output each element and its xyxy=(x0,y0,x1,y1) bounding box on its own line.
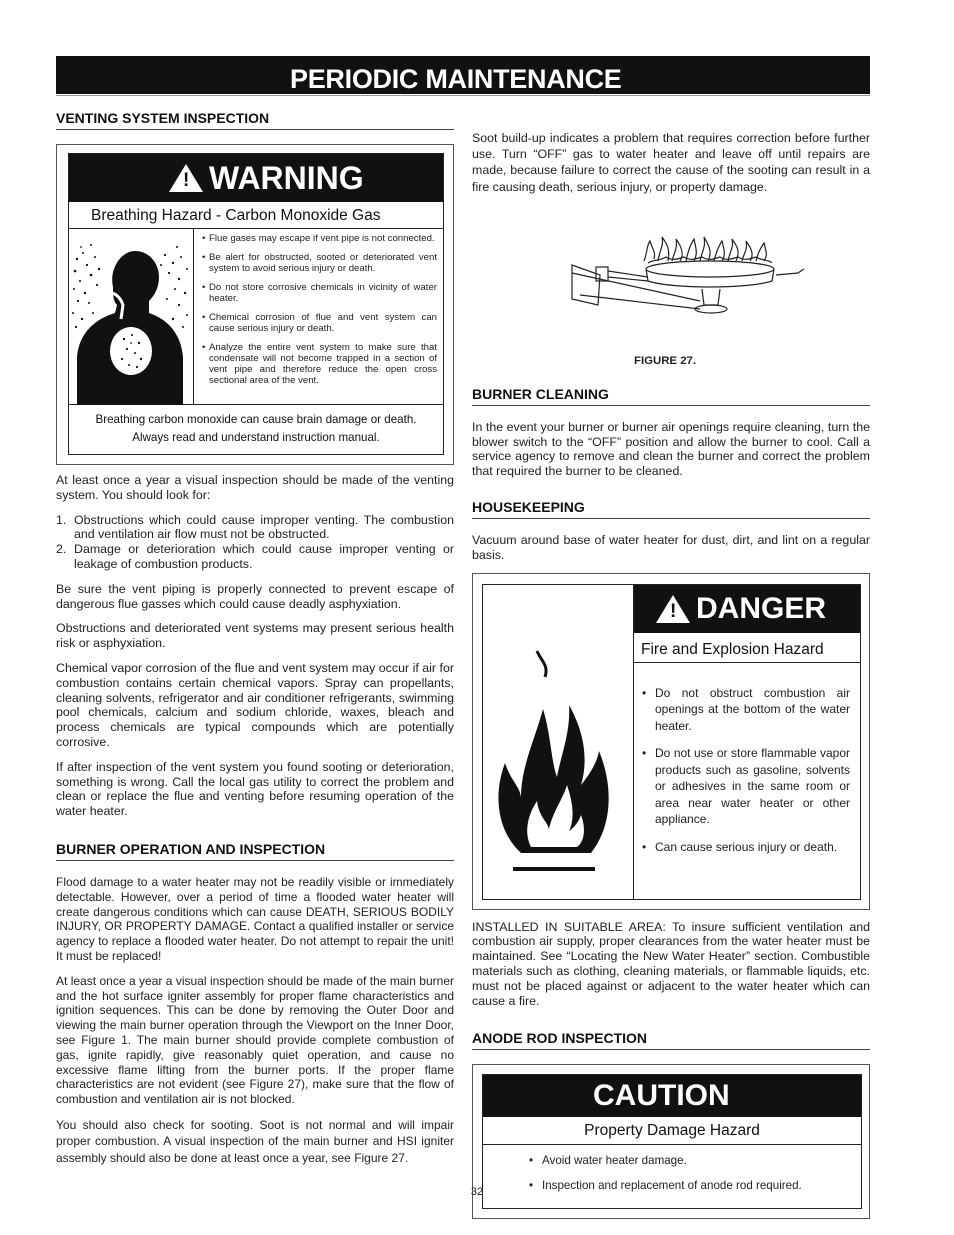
burner-cleaning-heading: BURNER CLEANING xyxy=(472,386,870,406)
burner-operation-paragraph: At least once a year a visual inspection should be made of the main burner and the hot surface igniter assembly for proper flame characteristics and ignition sequences. This can be done by removing the Outer Door and viewing the main burner operation through the Viewport on the Inner Door, see Figure 1. The main burner should provide complete combustion of gas, ignite rapidly, give reasonably quiet operation, and cause no excessive flame lifting from the burner ports. If the proper flame characteristics are not evident (see Figure 27), make sure that the flow of combustion and ventilation air is not blocked. xyxy=(56,973,454,1107)
danger-subheader: Fire and Explosion Hazard xyxy=(634,637,860,663)
burner-operation-paragraph: You should also check for sooting. Soot is not normal and will impair proper combustion. A visual inspection of the main burner and HSI igniter assembly should also be done at least once a year, see Figure 27. xyxy=(56,1117,454,1165)
warning-box xyxy=(56,144,454,465)
page-number: 32 xyxy=(470,1186,484,1198)
danger-header-text: DANGER xyxy=(696,591,827,625)
warning-label xyxy=(68,153,444,455)
warning-header-text: WARNING xyxy=(209,160,364,196)
caution-subheader: Property Damage Hazard xyxy=(483,1117,861,1145)
warning-header xyxy=(69,154,443,202)
warning-bullet: • Flue gases may escape if vent pipe is not connected. xyxy=(202,233,435,244)
venting-paragraph: Obstructions and deteriorated vent systems may present serious health risk or asphyxiation. xyxy=(56,621,454,651)
warning-triangle-icon: ! xyxy=(169,164,203,192)
danger-bullet: • Do not obstruct combustion air openings at the bottom of the water heater. xyxy=(642,685,850,733)
caution-header: CAUTION xyxy=(483,1075,861,1117)
burner-operation-heading: BURNER OPERATION AND INSPECTION xyxy=(56,841,454,861)
venting-paragraph: Chemical vapor corrosion of the flue and vent system may occur if air for combustion contains certain chemical vapors. Spray can propellants, cleaning solvents, refrigerator and air conditioner refrigerants, swimming pool chemicals, calcium and sodium chloride, waxes, bleach and process chemicals are typical compounds which are potentially corrosive. xyxy=(56,660,454,749)
danger-label xyxy=(482,584,861,900)
venting-paragraph: Be sure the vent piping is properly connected to prevent escape of dangerous flue gasses which could cause deadly asphyxiation. xyxy=(56,581,454,611)
warning-bullet: • Do not store corrosive chemicals in vicinity of water heater. xyxy=(202,282,437,304)
venting-intro: At least once a year a visual inspection should be made of the venting system. You should look for: xyxy=(56,473,454,502)
page-title: PERIODIC MAINTENANCE xyxy=(290,64,622,94)
flame-icon xyxy=(483,585,634,899)
warning-body xyxy=(69,229,443,405)
warning-bullet: • Chemical corrosion of flue and vent system can cause serious injury or death. xyxy=(202,312,437,334)
right-column xyxy=(472,130,870,1219)
co-breathing-hazard-icon xyxy=(69,229,194,404)
left-column xyxy=(56,110,454,1176)
anode-heading: ANODE ROD INSPECTION xyxy=(472,1030,870,1050)
venting-paragraph: If after inspection of the vent system you found sooting or deterioration, something is wrong. Call the local gas utility to correct the problem and clean or replace the flue and venting before resuming operation of the water heater. xyxy=(56,759,454,819)
caution-bullet: • Avoid water heater damage. xyxy=(529,1154,687,1168)
title-rule xyxy=(56,95,870,96)
warning-bullet-list xyxy=(194,229,443,404)
warning-bullet: • Be alert for obstructed, sooted or deteriorated vent system to avoid serious injury or death. xyxy=(202,252,437,274)
danger-bullet: • Can cause serious injury or death. xyxy=(642,839,838,854)
housekeeping-paragraph: Vacuum around base of water heater for dust, dirt, and lint on a regular basis. xyxy=(472,533,870,562)
figure-caption: FIGURE 27. xyxy=(634,354,697,367)
figure-27 xyxy=(472,205,870,367)
warning-footer: Breathing carbon monoxide can cause brain damage or death. Always read and understand instruction manual. xyxy=(95,413,417,444)
danger-bullet-list xyxy=(634,663,860,867)
warning-bullet: • Analyze the entire vent system to make sure that condensate will not become trapped in a section of vent pipe and therefore reduce the open cross sectional area of the vent. xyxy=(202,342,437,386)
list-item: 1. Obstructions which could cause improper venting. The combustion and ventilation air flow must not be obstructed. xyxy=(56,512,454,542)
installed-area-paragraph: INSTALLED IN SUITABLE AREA: To insure sufficient ventilation and combustion air supply, proper clearances from the water heater must be maintained. See “Locating the New Water Heater” section. Combustible materials such as clothing, cleaning materials, or flammable liquids, etc. must not be placed against or adjacent to the water heater which can cause a fire. xyxy=(472,919,870,1008)
danger-text-panel xyxy=(634,585,860,899)
list-item: 2. Damage or deterioration which could cause improper venting or leakage of combustion products. xyxy=(56,542,454,571)
danger-box xyxy=(472,573,870,910)
danger-header xyxy=(634,585,860,633)
venting-checklist xyxy=(56,513,454,572)
caution-bullet: • Inspection and replacement of anode rod required. xyxy=(529,1179,802,1193)
burner-cleaning-paragraph: In the event your burner or burner air openings require cleaning, turn the blower switch to the “OFF” position and allow the burner to cool. Call a service agency to remove and clean the burner and correct the problem that required the burner to be cleaned. xyxy=(472,419,870,479)
burner-flame-illustration xyxy=(472,205,870,355)
burner-operation-paragraph: Flood damage to a water heater may not be readily visible or immediately detectable. However, over a period of time a flooded water heater will create dangerous conditions which can cause DEATH, SERIOUS BODILY INJURY, OR PROPERTY DAMAGE. Contact a qualified installer or service agency to replace a flooded water heater. Do not attempt to repair the unit! It must be replaced! xyxy=(56,874,454,963)
danger-bullet: • Do not use or store flammable vapor products such as gasoline, solvents or adhesives in the same room or area near water heater or other appliance. xyxy=(642,746,850,827)
warning-subheader: Breathing Hazard - Carbon Monoxide Gas xyxy=(69,202,443,229)
warning-triangle-icon: ! xyxy=(656,595,690,623)
housekeeping-heading: HOUSEKEEPING xyxy=(472,499,870,519)
venting-heading: VENTING SYSTEM INSPECTION xyxy=(56,110,454,130)
soot-paragraph: Soot build-up indicates a problem that requires correction before further use. Turn “OFF” gas to water heater and leave off until repairs are made, because failure to correct the cause of the sooting can result in a fire causing death, serious injury, or property damage. xyxy=(472,131,870,194)
